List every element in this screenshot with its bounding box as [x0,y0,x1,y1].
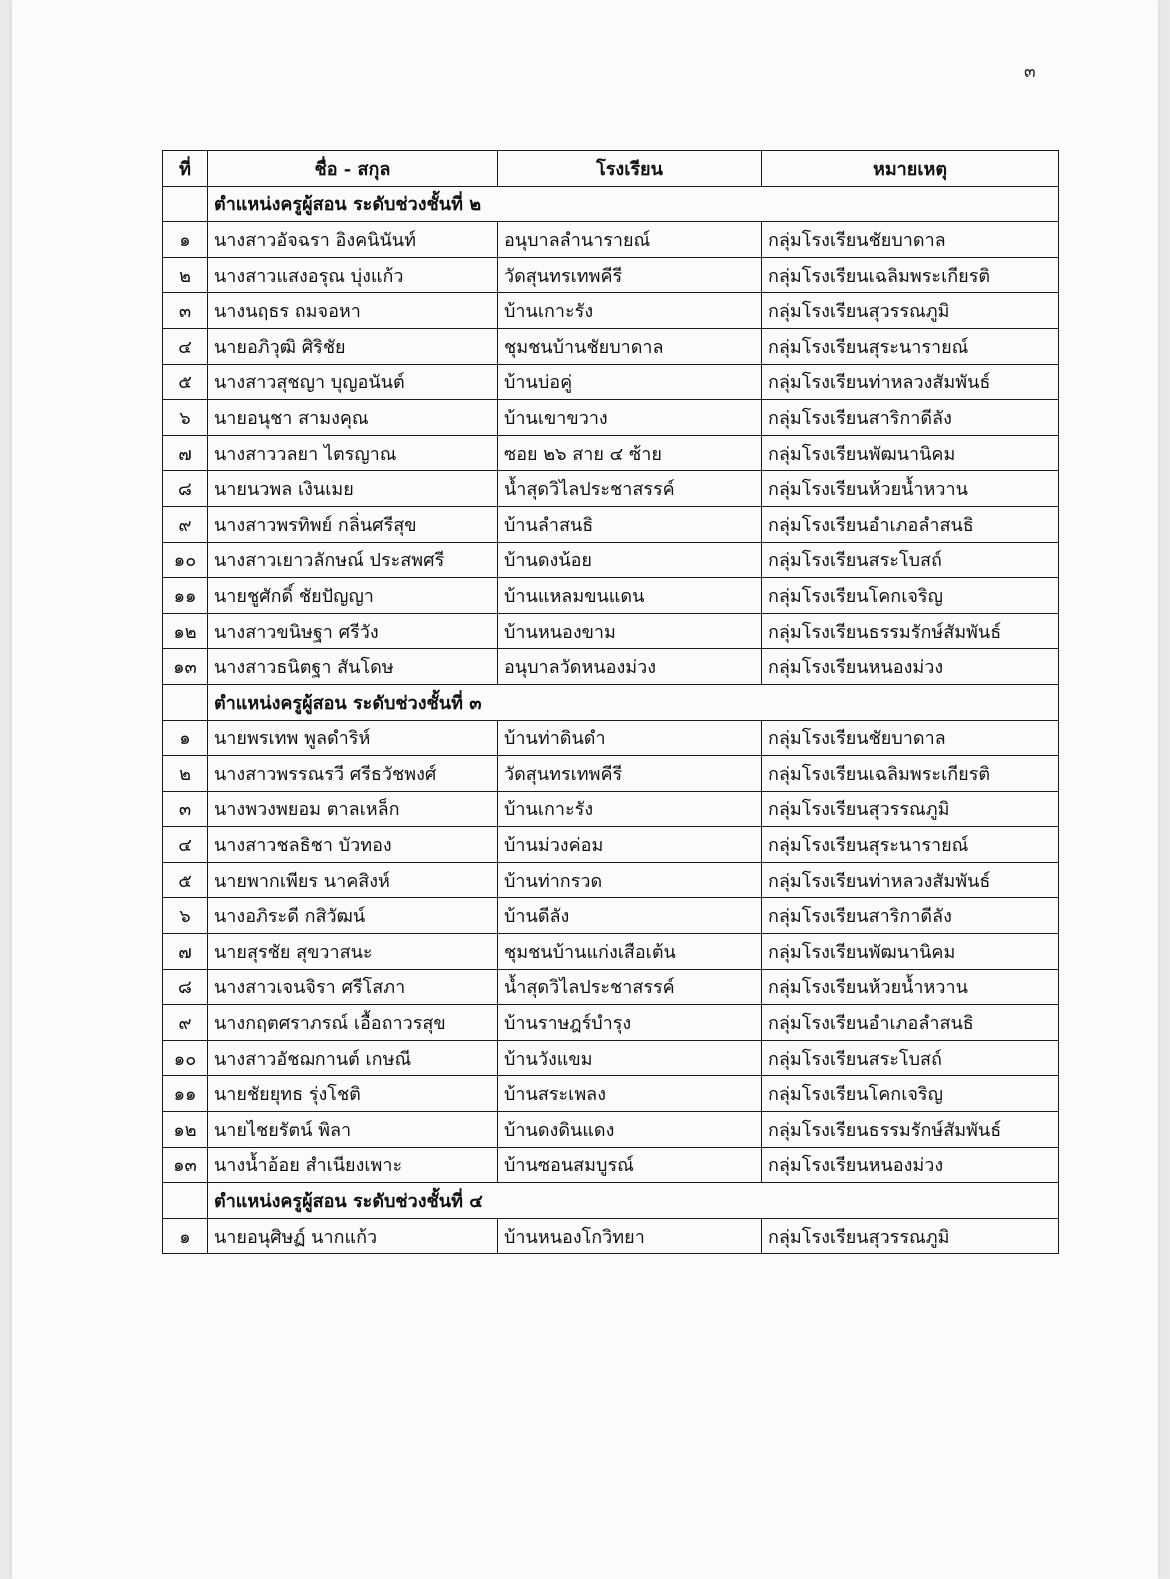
table-header-row [163,151,1059,187]
school-group-note: กลุ่มโรงเรียนสาริกาดีลัง [762,898,1059,934]
teacher-name: นางสาวธนิตฐา สันโดษ [208,649,498,685]
teacher-name: นางสาวพรทิพย์ กลิ่นศรีสุข [208,506,498,542]
school-name: บ้านหนองขาม [498,613,762,649]
school-name: บ้านหนองโกวิทยา [498,1218,762,1254]
row-number: ๔ [163,328,208,364]
school-name: น้ำสุดวิไลประชาสรรค์ [498,471,762,507]
school-name: บ้านวังแขม [498,1040,762,1076]
table-row [163,1040,1059,1076]
header-name: ชื่อ - สกุล [208,151,498,187]
table-row [163,293,1059,329]
school-name: วัดสุนทรเทพคีรี [498,257,762,293]
row-number: ๑๓ [163,649,208,685]
school-name: บ้านเกาะรัง [498,791,762,827]
teacher-name: นางสาวชลธิชา บัวทอง [208,827,498,863]
section-no-cell [163,1183,208,1219]
teacher-name: นายไชยรัตน์ พิลา [208,1112,498,1148]
table-row [163,934,1059,970]
teacher-name: นางกฤตศราภรณ์ เอื้อถาวรสุข [208,1005,498,1041]
school-group-note: กลุ่มโรงเรียนโคกเจริญ [762,1076,1059,1112]
school-name: อนุบาลวัดหนองม่วง [498,649,762,685]
school-group-note: กลุ่มโรงเรียนเฉลิมพระเกียรติ [762,756,1059,792]
table-row [163,257,1059,293]
school-name: บ้านแหลมขนแดน [498,578,762,614]
teacher-name: นางสาวขนิษฐา ศรีวัง [208,613,498,649]
row-number: ๑๑ [163,1076,208,1112]
row-number: ๘ [163,471,208,507]
section-no-cell [163,684,208,720]
section-title: ตำแหน่งครูผู้สอน ระดับช่วงชั้นที่ ๒ [208,186,1059,222]
teacher-name: นายสุรชัย สุขวาสนะ [208,934,498,970]
table-row [163,1218,1059,1254]
school-group-note: กลุ่มโรงเรียนห้วยน้ำหวาน [762,471,1059,507]
row-number: ๕ [163,862,208,898]
school-group-note: กลุ่มโรงเรียนห้วยน้ำหวาน [762,969,1059,1005]
school-name: บ้านดงดินแดง [498,1112,762,1148]
teacher-name: นางสาวแสงอรุณ บุ่งแก้ว [208,257,498,293]
table-row [163,791,1059,827]
school-group-note: กลุ่มโรงเรียนสุระนารายณ์ [762,328,1059,364]
row-number: ๑ [163,1218,208,1254]
table-row [163,328,1059,364]
teacher-name: นางพวงพยอม ตาลเหล็ก [208,791,498,827]
row-number: ๓ [163,293,208,329]
school-group-note: กลุ่มโรงเรียนสุวรรณภูมิ [762,791,1059,827]
teacher-name: นางสาวเยาวลักษณ์ ประสพศรี [208,542,498,578]
table-row [163,720,1059,756]
table-row [163,471,1059,507]
table-row [163,969,1059,1005]
school-group-note: กลุ่มโรงเรียนธรรมรักษ์สัมพันธ์ [762,1112,1059,1148]
table-row [163,756,1059,792]
teacher-list-table [162,150,1059,1254]
table-row [163,827,1059,863]
teacher-name: นายนวพล เงินเมย [208,471,498,507]
school-name: ชุมชนบ้านชัยบาดาล [498,328,762,364]
table-row [163,1112,1059,1148]
teacher-name: นางสาวพรรณรวี ศรีธวัชพงศ์ [208,756,498,792]
school-group-note: กลุ่มโรงเรียนหนองม่วง [762,1147,1059,1183]
teacher-name: นางสาวอัจฉรา อิงคนินันท์ [208,222,498,258]
teacher-name: นางอภิระดี กสิวัฒน์ [208,898,498,934]
school-name: น้ำสุดวิไลประชาสรรค์ [498,969,762,1005]
teacher-name: นางน้ำอ้อย สำเนียงเพาะ [208,1147,498,1183]
school-name: บ้านเขาขวาง [498,400,762,436]
teacher-name: นางสาวสุชญา บุญอนันต์ [208,364,498,400]
teacher-name: นางสาววลยา ไตรญาณ [208,435,498,471]
row-number: ๓ [163,791,208,827]
section-header-row [163,1183,1059,1219]
school-group-note: กลุ่มโรงเรียนท่าหลวงสัมพันธ์ [762,364,1059,400]
school-name: บ้านราษฎร์บำรุง [498,1005,762,1041]
header-school: โรงเรียน [498,151,762,187]
page-number: ๓ [1024,62,1036,82]
school-group-note: กลุ่มโรงเรียนสุระนารายณ์ [762,827,1059,863]
school-group-note: กลุ่มโรงเรียนพัฒนานิคม [762,934,1059,970]
school-name: บ้านท่ากรวด [498,862,762,898]
teacher-name: นางสาวเจนจิรา ศรีโสภา [208,969,498,1005]
row-number: ๙ [163,506,208,542]
school-name: บ้านลำสนธิ [498,506,762,542]
row-number: ๖ [163,400,208,436]
school-name: บ้านเกาะรัง [498,293,762,329]
row-number: ๑ [163,720,208,756]
teacher-name: นายอนุชา สามงคุณ [208,400,498,436]
school-group-note: กลุ่มโรงเรียนเฉลิมพระเกียรติ [762,257,1059,293]
teacher-name: นายพรเทพ พูลดำริห์ [208,720,498,756]
table-body [163,186,1059,1254]
row-number: ๑ [163,222,208,258]
school-name: ชุมชนบ้านแก่งเสือเต้น [498,934,762,970]
table-row [163,613,1059,649]
school-group-note: กลุ่มโรงเรียนชัยบาดาล [762,222,1059,258]
table-row [163,400,1059,436]
row-number: ๘ [163,969,208,1005]
table-row [163,435,1059,471]
row-number: ๗ [163,435,208,471]
row-number: ๒ [163,257,208,293]
school-name: บ้านสระเพลง [498,1076,762,1112]
school-group-note: กลุ่มโรงเรียนสาริกาดีลัง [762,400,1059,436]
row-number: ๑๐ [163,1040,208,1076]
row-number: ๕ [163,364,208,400]
teacher-name: นายพากเพียร นาคสิงห์ [208,862,498,898]
row-number: ๑๒ [163,613,208,649]
table-row [163,222,1059,258]
table-row [163,649,1059,685]
row-number: ๙ [163,1005,208,1041]
table-row [163,1147,1059,1183]
school-group-note: กลุ่มโรงเรียนสระโบสถ์ [762,542,1059,578]
table-row [163,506,1059,542]
school-group-note: กลุ่มโรงเรียนสระโบสถ์ [762,1040,1059,1076]
teacher-name: นางนฤธร ถมจอหา [208,293,498,329]
table-row [163,364,1059,400]
row-number: ๑๒ [163,1112,208,1148]
teacher-name: นางสาวอัชฌกานต์ เกษณี [208,1040,498,1076]
teacher-name: นายชูศักดิ์ ชัยปัญญา [208,578,498,614]
table-row [163,1076,1059,1112]
school-name: บ้านท่าดินดำ [498,720,762,756]
table-row [163,578,1059,614]
school-name: อนุบาลลำนารายณ์ [498,222,762,258]
teacher-name: นายชัยยุทธ รุ่งโชติ [208,1076,498,1112]
school-name: บ้านซอนสมบูรณ์ [498,1147,762,1183]
row-number: ๗ [163,934,208,970]
school-name: วัดสุนทรเทพคีรี [498,756,762,792]
row-number: ๑๓ [163,1147,208,1183]
school-group-note: กลุ่มโรงเรียนชัยบาดาล [762,720,1059,756]
school-group-note: กลุ่มโรงเรียนอำเภอลำสนธิ [762,506,1059,542]
school-group-note: กลุ่มโรงเรียนท่าหลวงสัมพันธ์ [762,862,1059,898]
section-header-row [163,186,1059,222]
school-group-note: กลุ่มโรงเรียนอำเภอลำสนธิ [762,1005,1059,1041]
school-name: บ้านดีลัง [498,898,762,934]
row-number: ๑๑ [163,578,208,614]
table-row [163,862,1059,898]
school-group-note: กลุ่มโรงเรียนโคกเจริญ [762,578,1059,614]
teacher-name: นายอนุศิษฏ์ นากแก้ว [208,1218,498,1254]
school-group-note: กลุ่มโรงเรียนสุวรรณภูมิ [762,1218,1059,1254]
school-name: บ้านม่วงค่อม [498,827,762,863]
school-group-note: กลุ่มโรงเรียนหนองม่วง [762,649,1059,685]
section-no-cell [163,186,208,222]
row-number: ๖ [163,898,208,934]
school-name: ซอย ๒๖ สาย ๔ ซ้าย [498,435,762,471]
school-name: บ้านบ่อคู่ [498,364,762,400]
section-header-row [163,684,1059,720]
row-number: ๑๐ [163,542,208,578]
section-title: ตำแหน่งครูผู้สอน ระดับช่วงชั้นที่ ๓ [208,684,1059,720]
table-row [163,898,1059,934]
section-title: ตำแหน่งครูผู้สอน ระดับช่วงชั้นที่ ๔ [208,1183,1059,1219]
school-group-note: กลุ่มโรงเรียนสุวรรณภูมิ [762,293,1059,329]
teacher-name: นายอภิวุฒิ ศิริชัย [208,328,498,364]
row-number: ๒ [163,756,208,792]
school-group-note: กลุ่มโรงเรียนธรรมรักษ์สัมพันธ์ [762,613,1059,649]
table-row [163,1005,1059,1041]
row-number: ๔ [163,827,208,863]
document-page [12,0,1158,1579]
table-row [163,542,1059,578]
school-name: บ้านดงน้อย [498,542,762,578]
header-no: ที่ [163,151,208,187]
school-group-note: กลุ่มโรงเรียนพัฒนานิคม [762,435,1059,471]
header-note: หมายเหตุ [762,151,1059,187]
